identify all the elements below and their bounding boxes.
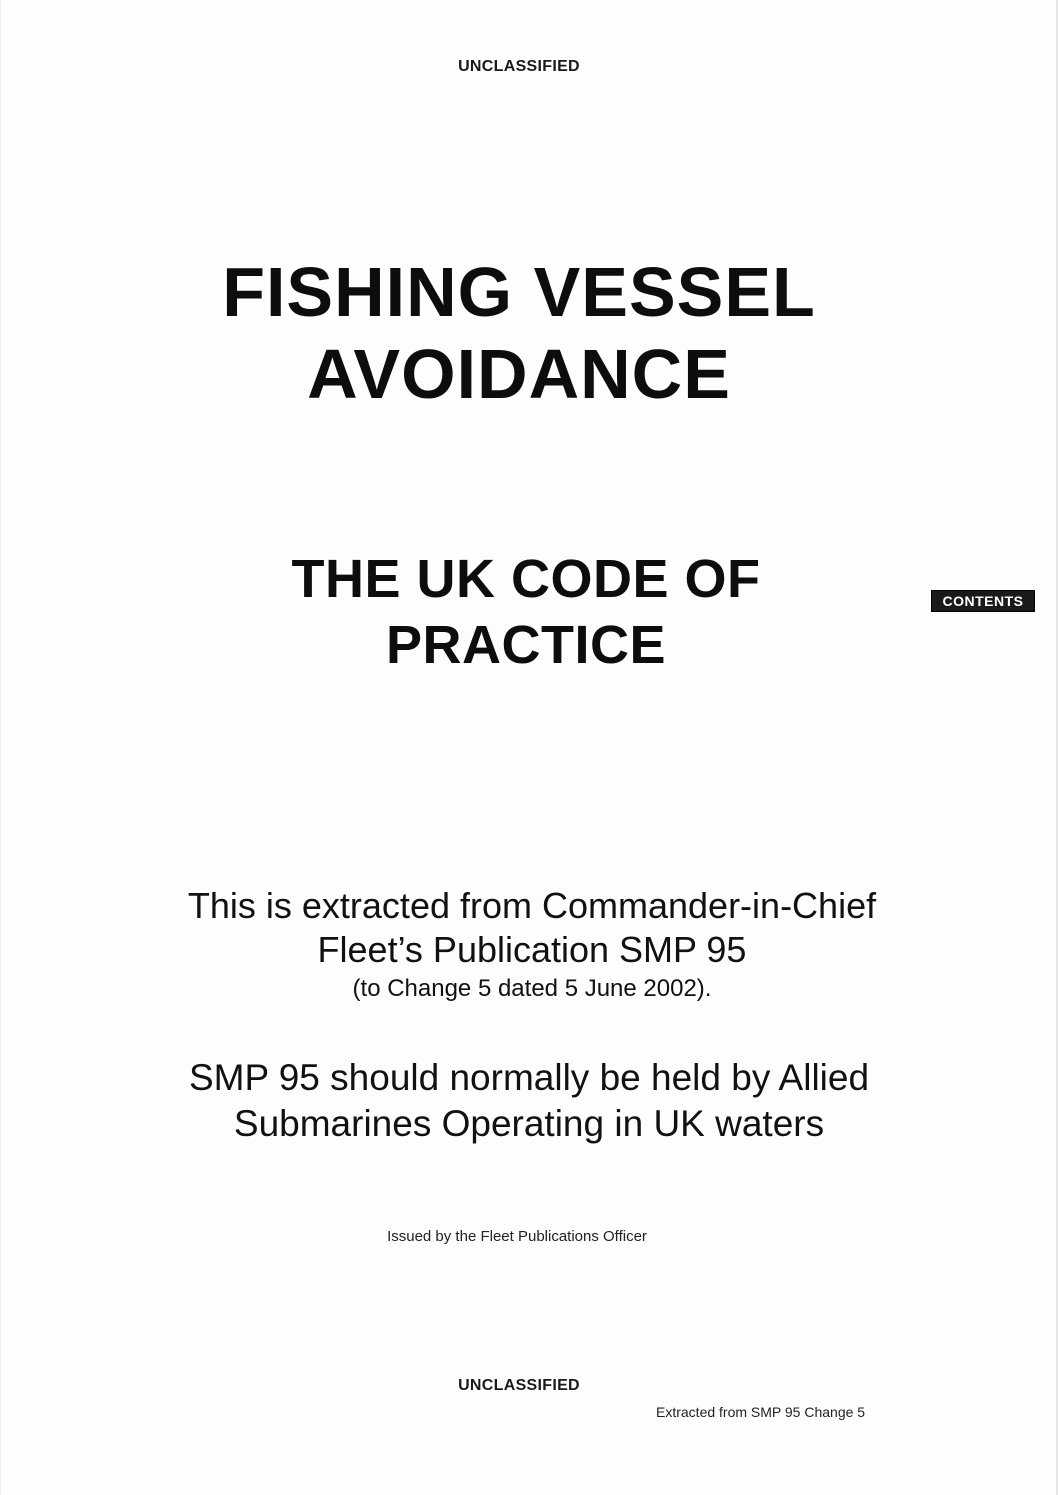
holding-line: Submarines Operating in UK waters: [233, 1103, 825, 1144]
extract-notice: [3, 884, 1058, 1006]
page-edge-left: [0, 0, 1, 1495]
main-title-line: AVOIDANCE: [307, 335, 731, 413]
holding-notice: [0, 1055, 1058, 1147]
contents-button[interactable]: CONTENTS: [931, 590, 1035, 612]
extract-line: Fleet’s Publication SMP 95: [317, 929, 747, 970]
extract-line: This is extracted from Commander-in-Chief: [187, 885, 877, 926]
sub-title: [0, 546, 1055, 678]
main-title: [0, 251, 1048, 415]
main-title-line: FISHING VESSEL: [222, 253, 816, 331]
sub-title-line: PRACTICE: [385, 615, 666, 675]
holding-line: SMP 95 should normally be held by Allied: [188, 1057, 870, 1098]
extract-change-line: (to Change 5 dated 5 June 2002).: [352, 975, 712, 1002]
classification-footer: UNCLASSIFIED: [458, 1377, 580, 1394]
footer-reference: Extracted from SMP 95 Change 5: [656, 1404, 866, 1420]
classification-header: UNCLASSIFIED: [458, 58, 580, 75]
sub-title-line: THE UK CODE OF: [291, 549, 761, 609]
issued-by: Issued by the Fleet Publications Officer: [387, 1228, 647, 1245]
